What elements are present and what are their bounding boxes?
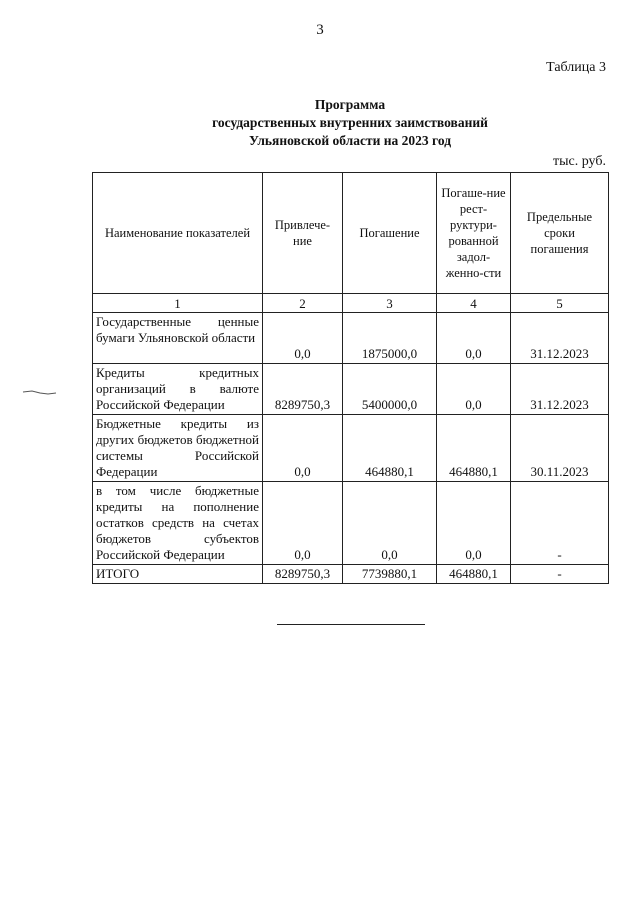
row-name: Бюджетные кредиты из других бюджетов бюджетной системы Российской Федерации	[93, 415, 263, 482]
footer-divider-line	[277, 624, 425, 625]
cell-attraction: 8289750,3	[263, 364, 343, 415]
cell-deadline: 30.11.2023	[511, 415, 609, 482]
total-label: ИТОГО	[93, 565, 263, 584]
header-restructured-repayment: Погаше-ние рест-руктури-рованной задол-женно-сти	[437, 173, 511, 294]
total-attraction: 8289750,3	[263, 565, 343, 584]
cell-attraction: 0,0	[263, 313, 343, 364]
column-number: 3	[343, 294, 437, 313]
column-number: 4	[437, 294, 511, 313]
table-header-row	[93, 173, 609, 294]
table-label: Таблица 3	[546, 60, 606, 75]
header-repayment-deadline: Предельные сроки погашения	[511, 173, 609, 294]
cell-repayment: 5400000,0	[343, 364, 437, 415]
header-repayment: Погашение	[343, 173, 437, 294]
table-row	[93, 364, 609, 415]
scan-artifact-mark	[22, 390, 58, 396]
cell-attraction: 0,0	[263, 482, 343, 565]
cell-repayment: 1875000,0	[343, 313, 437, 364]
document-title	[0, 96, 640, 150]
column-number: 5	[511, 294, 609, 313]
total-repayment: 7739880,1	[343, 565, 437, 584]
column-number-row	[93, 294, 609, 313]
table-row	[93, 482, 609, 565]
cell-restructured: 0,0	[437, 482, 511, 565]
title-line-1: Программа	[314, 97, 386, 112]
page-number: 3	[316, 22, 324, 38]
cell-repayment: 0,0	[343, 482, 437, 565]
cell-restructured: 0,0	[437, 313, 511, 364]
table-row	[93, 415, 609, 482]
header-attraction: Привлече-ние	[263, 173, 343, 294]
borrowing-program-table	[92, 172, 609, 584]
row-name: в том числе бюджетные кредиты на пополнение остатков средств на счетах бюджетов субъектов Российской Федерации	[93, 482, 263, 565]
cell-attraction: 0,0	[263, 415, 343, 482]
total-row	[93, 565, 609, 584]
title-line-3: Ульяновской области на 2023 год	[248, 133, 452, 148]
column-number: 2	[263, 294, 343, 313]
row-name: Кредиты кредитных организаций в валюте Российской Федерации	[93, 364, 263, 415]
cell-restructured: 0,0	[437, 364, 511, 415]
table-row	[93, 313, 609, 364]
cell-deadline: 31.12.2023	[511, 313, 609, 364]
header-indicator-name: Наименование показателей	[93, 173, 263, 294]
row-name: Государственные ценные бумаги Ульяновской области	[93, 313, 263, 364]
cell-deadline: 31.12.2023	[511, 364, 609, 415]
column-number: 1	[93, 294, 263, 313]
title-line-2: государственных внутренних заимствований	[212, 115, 488, 130]
total-restructured: 464880,1	[437, 565, 511, 584]
cell-restructured: 464880,1	[437, 415, 511, 482]
cell-deadline: -	[511, 482, 609, 565]
units-label: тыс. руб.	[553, 154, 606, 169]
total-deadline: -	[511, 565, 609, 584]
cell-repayment: 464880,1	[343, 415, 437, 482]
